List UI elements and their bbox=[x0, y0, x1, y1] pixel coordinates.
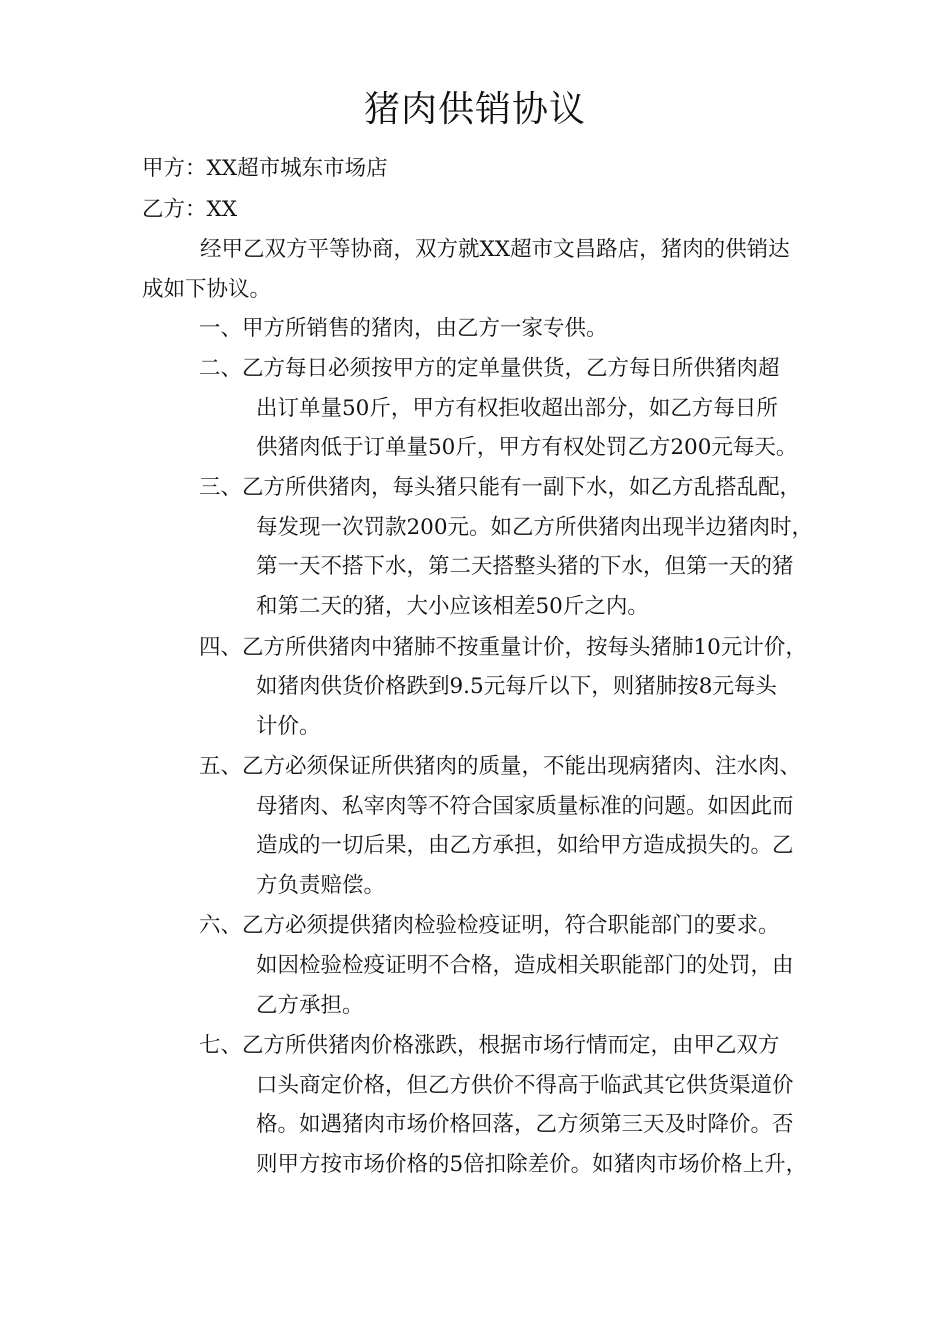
clause-1-line-1: 一、甲方所销售的猪肉，由乙方一家专供。 bbox=[199, 316, 608, 341]
clause-5-line-2: 母猪肉、私宰肉等不符合国家质量标准的问题。如因此而 bbox=[256, 794, 794, 819]
clause-7-line-3: 格。如遇猪肉市场价格回落，乙方须第三天及时降价。否 bbox=[256, 1112, 794, 1137]
clause-4-line-3: 计价。 bbox=[256, 714, 321, 739]
clause-4-line-2: 如猪肉供货价格跌到9.5元每斤以下，则猪肺按8元每头 bbox=[256, 674, 777, 699]
clause-5-line-4: 方负责赔偿。 bbox=[256, 873, 386, 898]
clause-7-line-2: 口头商定价格，但乙方供价不得高于临武其它供货渠道价 bbox=[256, 1073, 794, 1098]
clause-7-line-1: 七、乙方所供猪肉价格涨跌，根据市场行情而定，由甲乙双方 bbox=[199, 1033, 780, 1058]
clause-6-line-1: 六、乙方必须提供猪肉检验检疫证明，符合职能部门的要求。 bbox=[199, 913, 780, 938]
clause-2-line-1: 二、乙方每日必须按甲方的定单量供货，乙方每日所供猪肉超 bbox=[199, 356, 780, 381]
clause-3-line-1: 三、乙方所供猪肉，每头猪只能有一副下水，如乙方乱搭乱配， bbox=[199, 475, 802, 500]
clause-7-line-4: 则甲方按市场价格的5倍扣除差价。如猪肉市场价格上升， bbox=[256, 1152, 808, 1177]
clause-6-line-2: 如因检验检疫证明不合格，造成相关职能部门的处罚，由 bbox=[256, 953, 794, 978]
intro-line-1: 经甲乙双方平等协商，双方就XX超市文昌路店，猪肉的供销达 bbox=[200, 237, 790, 262]
clause-2-line-2: 出订单量50斤，甲方有权拒收超出部分，如乙方每日所 bbox=[256, 396, 778, 421]
clause-5-line-1: 五、乙方必须保证所供猪肉的质量，不能出现病猪肉、注水肉、 bbox=[199, 754, 802, 779]
clause-6-line-3: 乙方承担。 bbox=[256, 993, 364, 1018]
clause-4-line-1: 四、乙方所供猪肉中猪肺不按重量计价，按每头猪肺10元计价， bbox=[199, 635, 807, 660]
party-b: 乙方：XX bbox=[142, 197, 238, 222]
clause-5-line-3: 造成的一切后果，由乙方承担，如给甲方造成损失的。乙 bbox=[256, 833, 794, 858]
clause-3-line-3: 第一天不搭下水，第二天搭整头猪的下水，但第一天的猪 bbox=[256, 554, 794, 579]
clause-3-line-4: 和第二天的猪，大小应该相差50斤之内。 bbox=[256, 594, 649, 619]
clause-3-line-2: 每发现一次罚款200元。如乙方所供猪肉出现半边猪肉时， bbox=[256, 515, 814, 540]
intro-line-2: 成如下协议。 bbox=[142, 277, 272, 302]
document-title: 猪肉供销协议 bbox=[363, 89, 586, 130]
clause-2-line-3: 供猪肉低于订单量50斤，甲方有权处罚乙方200元每天。 bbox=[256, 435, 798, 460]
party-a: 甲方：XX超市城东市场店 bbox=[142, 156, 388, 181]
